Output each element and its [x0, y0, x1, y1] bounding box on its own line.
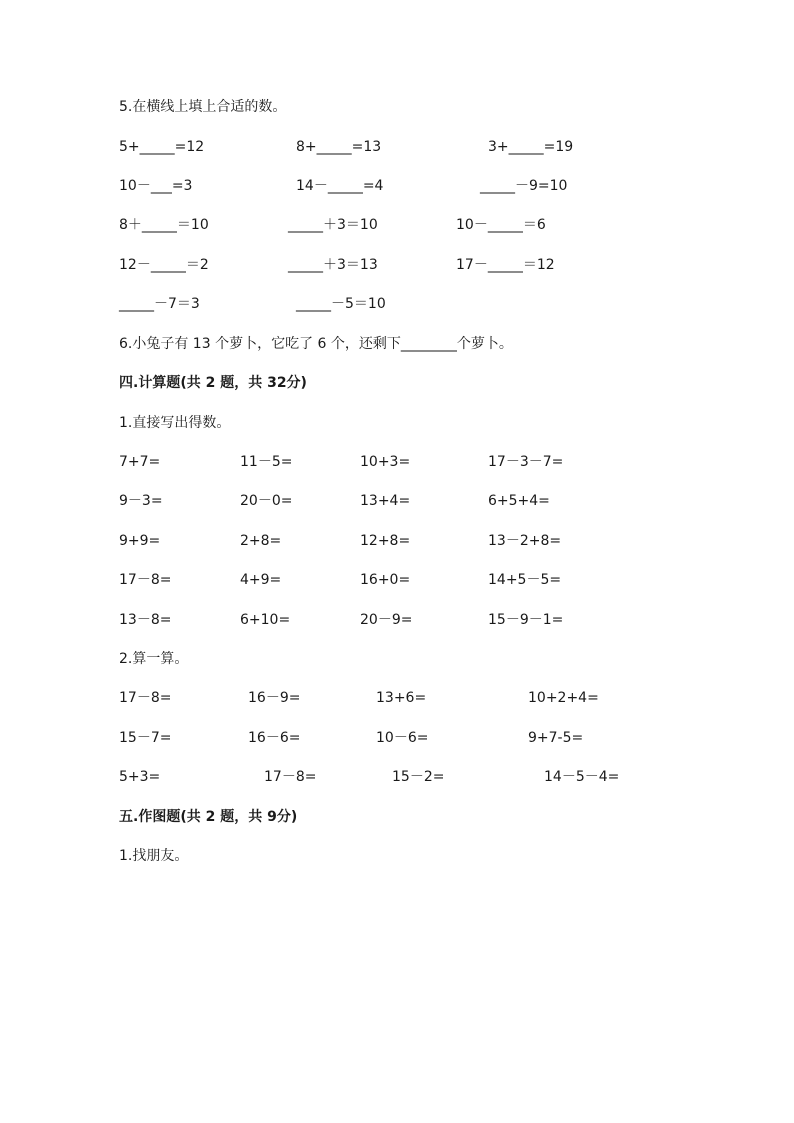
fill-blank-item: 10－_____＝6: [456, 217, 546, 233]
calc-item: 11－5=: [240, 454, 293, 470]
calc-item: 10+2+4=: [528, 690, 599, 706]
section-5-heading: 五.作图题(共 2 题，共 9分): [119, 809, 298, 825]
fill-blank-item: 12－_____＝2: [119, 257, 209, 273]
section-4-q2-title: 2.算一算。: [119, 651, 189, 667]
fill-blank-item: 5+_____=12: [119, 139, 205, 155]
fill-blank-item: _____－7＝3: [119, 296, 200, 312]
calc-item: 17－8=: [119, 572, 172, 588]
fill-blank-item: _____－5＝10: [296, 296, 386, 312]
calc-item: 20－9=: [360, 612, 413, 628]
calc-item: 17－3－7=: [488, 454, 564, 470]
calc-item: 2+8=: [240, 533, 282, 549]
calc-item: 9－3=: [119, 493, 163, 509]
calc-item: 17－8=: [264, 769, 317, 785]
calc-item: 13－2+8=: [488, 533, 562, 549]
section-4-heading: 四.计算题(共 2 题，共 32分): [119, 375, 307, 391]
calc-item: 15－2=: [392, 769, 445, 785]
calc-item: 9+9=: [119, 533, 161, 549]
calc-item: 10－6=: [376, 730, 429, 746]
fill-blank-item: 3+_____=19: [488, 139, 574, 155]
fill-blank-item: _____＋3＝10: [288, 217, 378, 233]
calc-item: 16+0=: [360, 572, 411, 588]
calc-item: 12+8=: [360, 533, 411, 549]
fill-blank-item: 8＋_____＝10: [119, 217, 209, 233]
calc-item: 16－6=: [248, 730, 301, 746]
section-5-q1-title: 1.找朋友。: [119, 848, 189, 864]
calc-item: 7+7=: [119, 454, 161, 470]
fill-blank-item: 14－_____=4: [296, 178, 384, 194]
calc-item: 13+6=: [376, 690, 427, 706]
calc-item: 15－9－1=: [488, 612, 564, 628]
section-4-q1-title: 1.直接写出得数。: [119, 415, 231, 431]
calc-item: 14－5－4=: [544, 769, 620, 785]
calc-item: 9+7-5=: [528, 730, 584, 746]
fill-blank-item: 8+_____=13: [296, 139, 382, 155]
fill-blank-item: _____＋3＝13: [288, 257, 378, 273]
calc-item: 16－9=: [248, 690, 301, 706]
calc-item: 5+3=: [119, 769, 161, 785]
calc-item: 4+9=: [240, 572, 282, 588]
calc-item: 6+5+4=: [488, 493, 550, 509]
calc-item: 15－7=: [119, 730, 172, 746]
fill-blank-item: 17－_____＝12: [456, 257, 555, 273]
calc-item: 13+4=: [360, 493, 411, 509]
calc-item: 20－0=: [240, 493, 293, 509]
calc-item: 10+3=: [360, 454, 411, 470]
fill-blank-item: _____－9=10: [480, 178, 568, 194]
fill-blank-item: 10－___=3: [119, 178, 193, 194]
calc-item: 14+5－5=: [488, 572, 562, 588]
calc-item: 13－8=: [119, 612, 172, 628]
question-6-text: 6.小兔子有 13 个萝卜，它吃了 6 个，还剩下________个萝卜。: [119, 336, 513, 352]
calc-item: 17－8=: [119, 690, 172, 706]
question-5-title: 5.在横线上填上合适的数。: [119, 99, 287, 115]
calc-item: 6+10=: [240, 612, 291, 628]
